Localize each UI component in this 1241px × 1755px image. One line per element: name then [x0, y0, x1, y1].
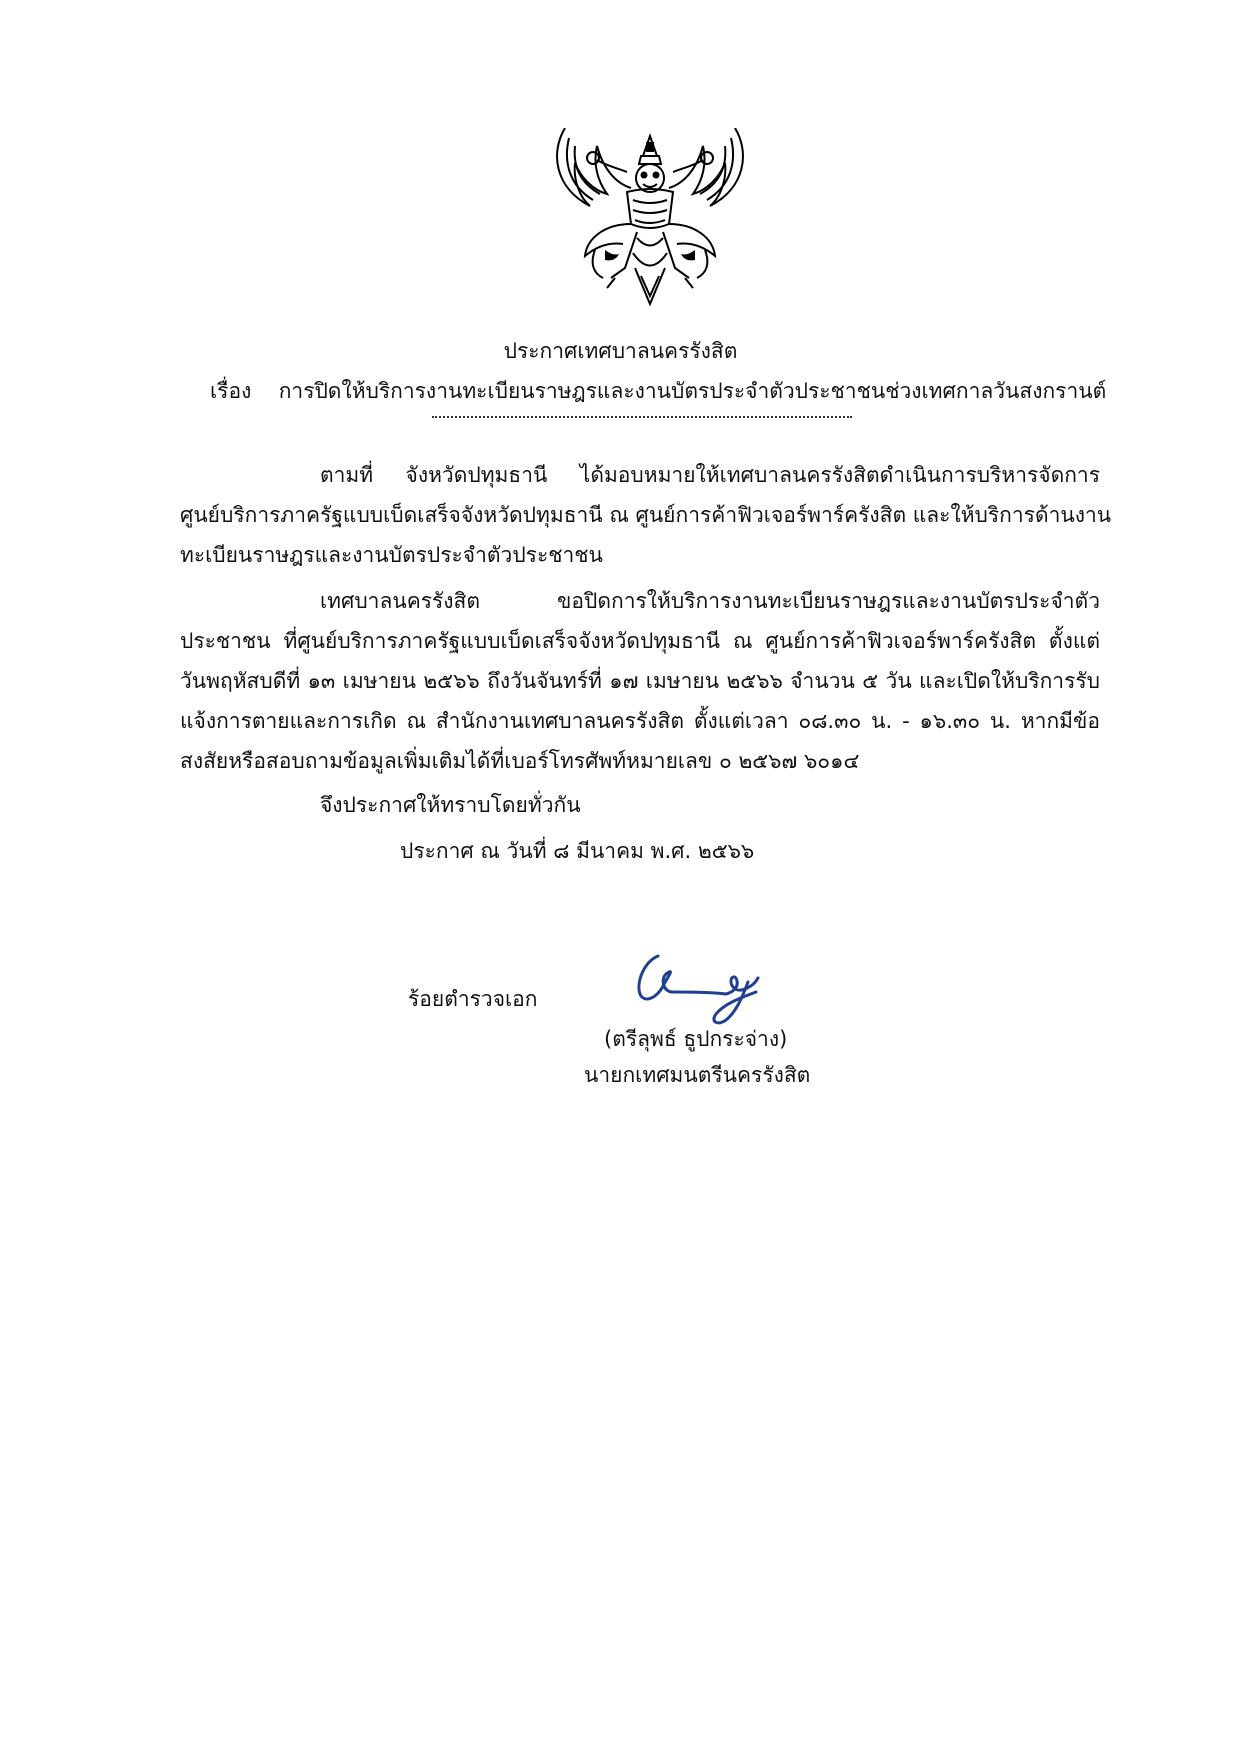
- paragraph2-line-3: วันพฤหัสบดีที่ ๑๓ เมษายน ๒๕๖๖ ถึงวันจันทร์ที่ ๑๗ เมษายน ๒๕๖๖ จำนวน ๕ วัน และเปิดให้บริการรับ: [180, 669, 1100, 693]
- paragraph2-line-1: เทศบาลนครรังสิต ขอปิดการให้บริการงานทะเบียนราษฎรและงานบัตรประจำตัว: [320, 589, 1100, 613]
- subject-text: การปิดให้บริการงานทะเบียนราษฎรและงานบัตรประจำตัวประชาชนช่วงเทศกาลวันสงกรานต์: [278, 379, 1107, 403]
- paragraph1-line-2: ศูนย์บริการภาครัฐแบบเบ็ดเสร็จจังหวัดปทุมธานี ณ ศูนย์การค้าฟิวเจอร์พาร์ครังสิต และให้บริการด้านงาน: [180, 503, 1112, 527]
- paragraph1-line-1: ตามที่ จังหวัดปทุมธานี ได้มอบหมายให้เทศบาลนครรังสิตดำเนินการบริหารจัดการ: [320, 463, 1100, 487]
- divider-dotted: [432, 416, 852, 418]
- garuda-emblem-icon: [545, 128, 755, 306]
- signer-position: นายกเทศมนตรีนครรังสิต: [584, 1063, 811, 1087]
- closing-line: จึงประกาศให้ทราบโดยทั่วกัน: [320, 793, 581, 817]
- paragraph2-line-5: สงสัยหรือสอบถามข้อมูลเพิ่มเติมได้ที่เบอร์โทรศัพท์หมายเลข ๐ ๒๕๖๗ ๖๐๑๔: [180, 749, 860, 773]
- page-title: ประกาศเทศบาลนครรังสิต: [503, 339, 738, 363]
- paragraph1-line-3: ทะเบียนราษฎรและงานบัตรประจำตัวประชาชน: [180, 543, 603, 567]
- subject-line: [210, 376, 1106, 406]
- paragraph2-line-4: แจ้งการตายและการเกิด ณ สำนักงานเทศบาลนครรังสิต ตั้งแต่เวลา ๐๘.๓๐ น. - ๑๖.๓๐ น. หากมีข้อ: [180, 709, 1100, 733]
- paragraph2-line-2: ประชาชน ที่ศูนย์บริการภาครัฐแบบเบ็ดเสร็จจังหวัดปทุมธานี ณ ศูนย์การค้าฟิวเจอร์พาร์ครังสิต ตั้งแต่: [180, 629, 1100, 653]
- date-line: ประกาศ ณ วันที่ ๘ มีนาคม พ.ศ. ๒๕๖๖: [400, 839, 755, 863]
- signer-name: (ตรีลุพธ์ ธูปกระจ่าง): [604, 1027, 788, 1051]
- signature-icon: [630, 948, 770, 1030]
- subject-label: เรื่อง: [210, 379, 252, 403]
- signer-rank: ร้อยตำรวจเอก: [408, 987, 538, 1011]
